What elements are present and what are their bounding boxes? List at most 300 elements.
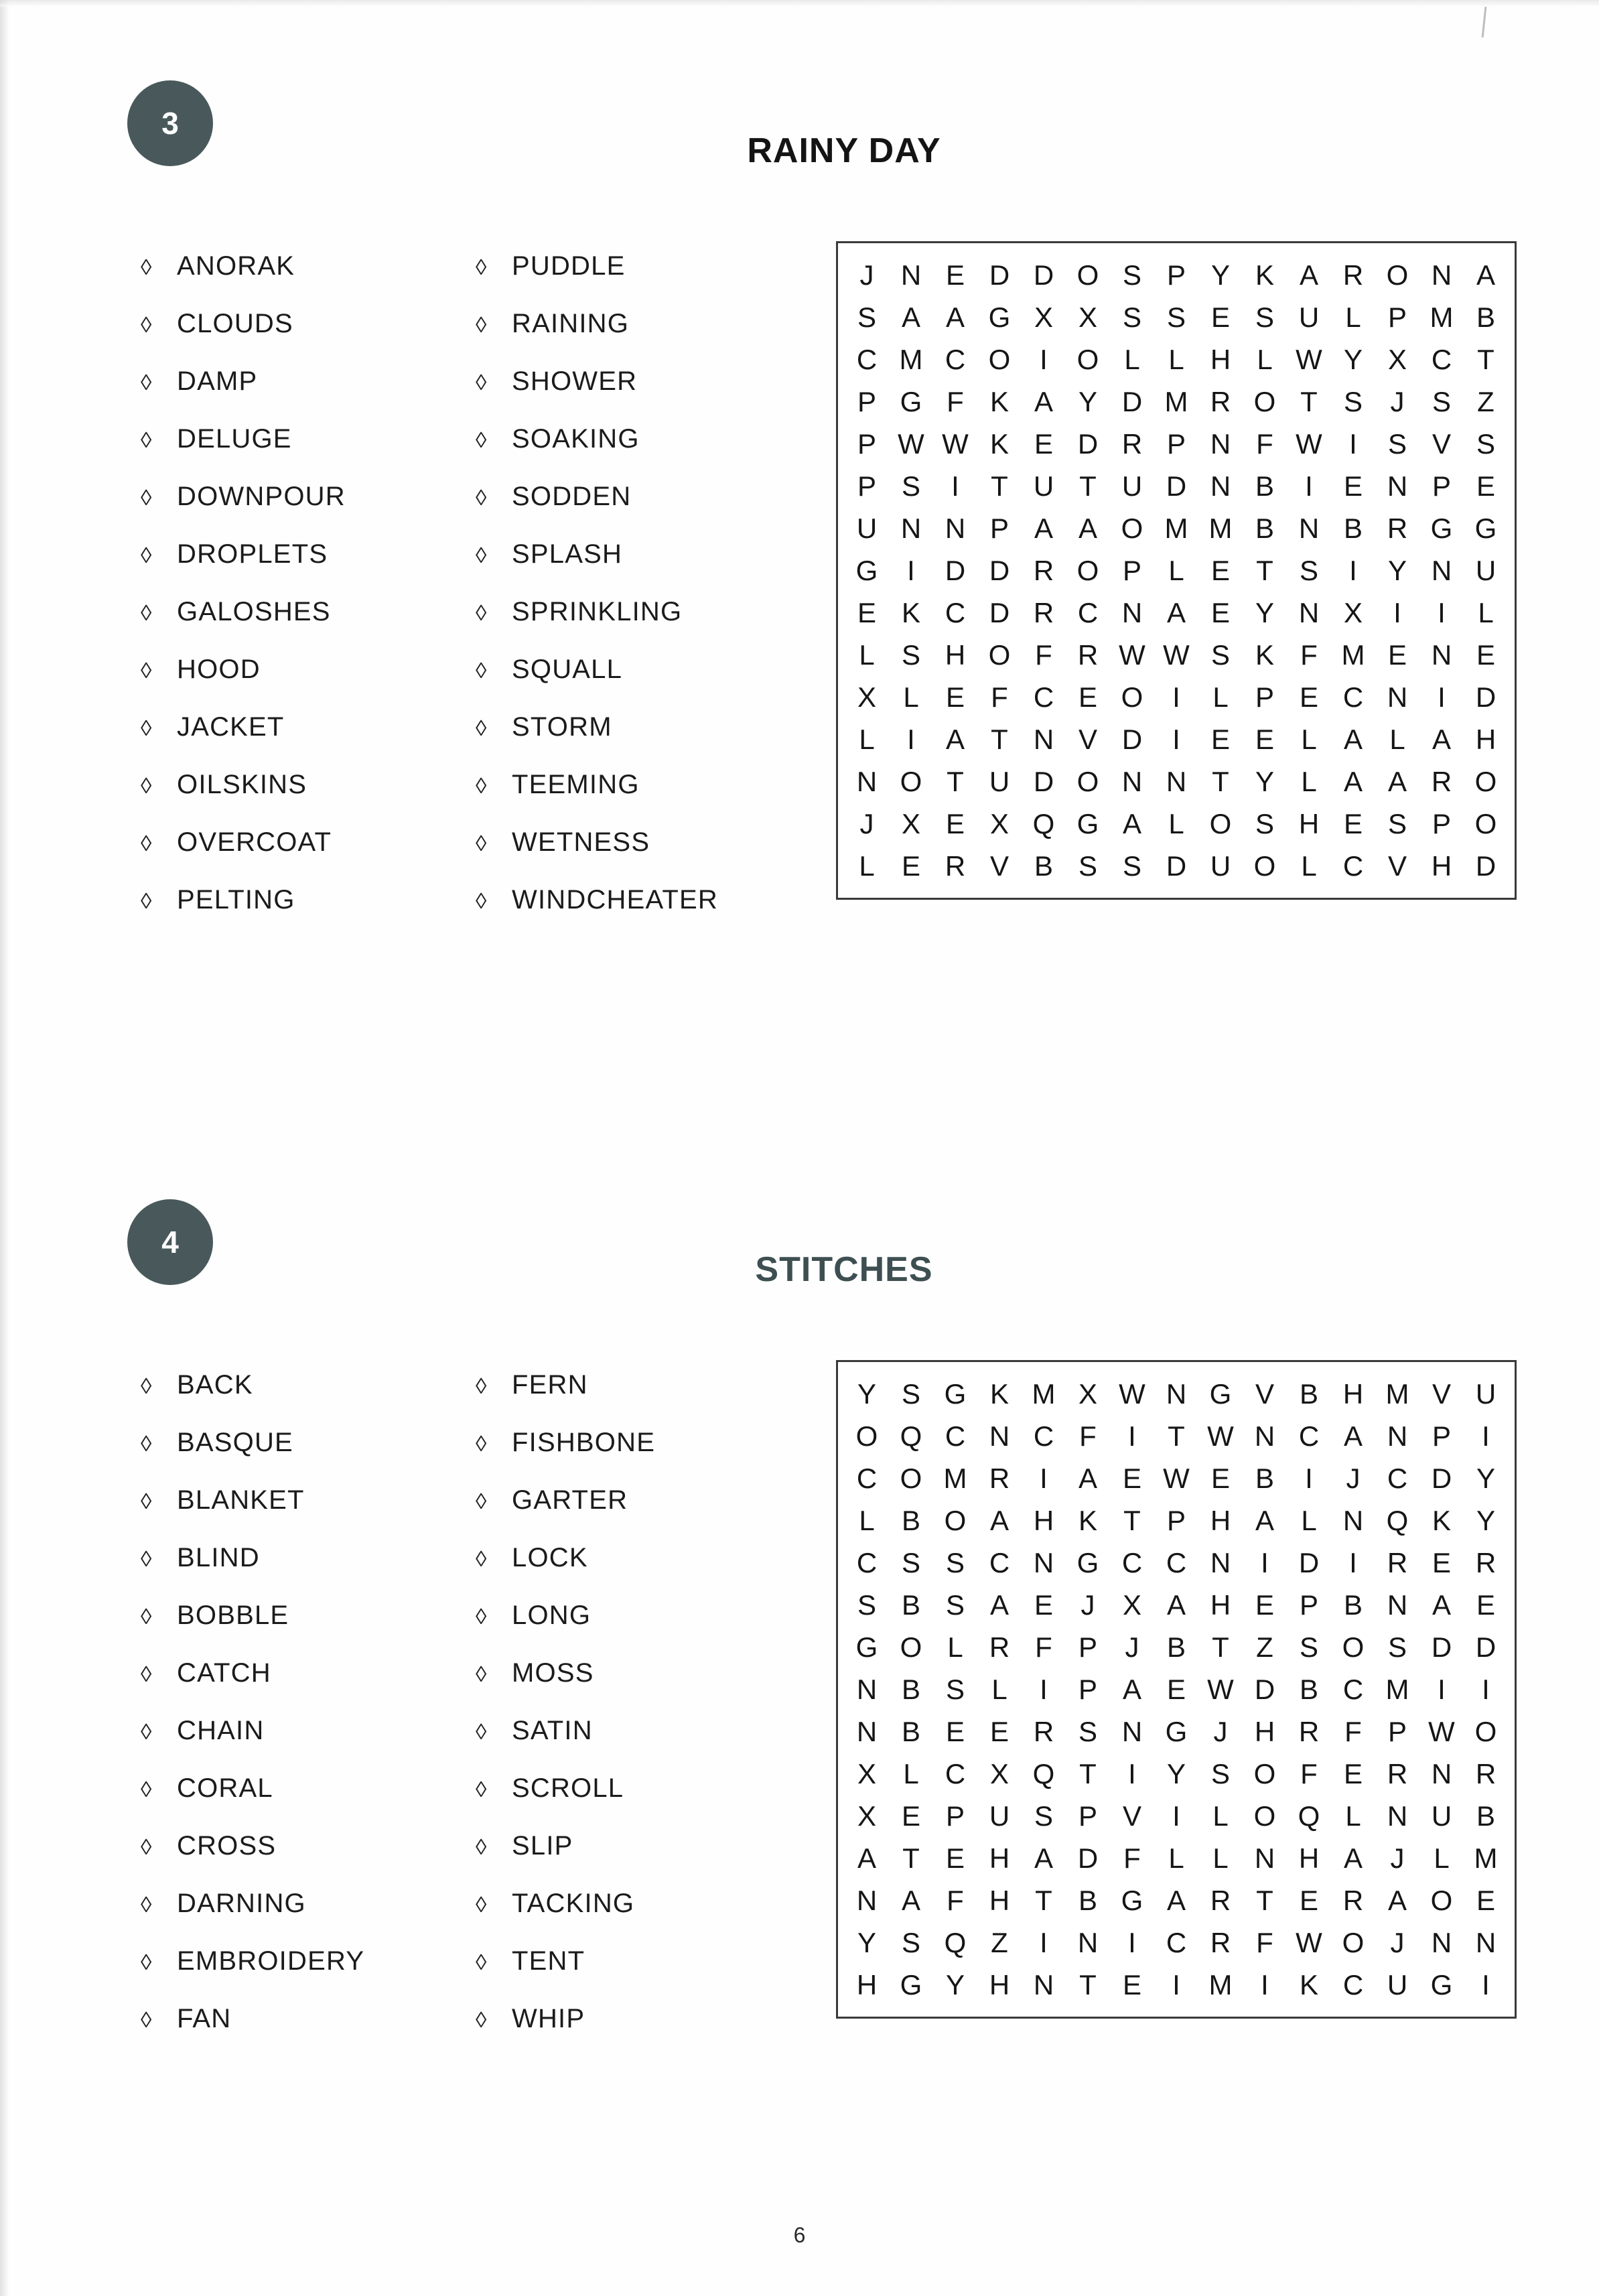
diamond-bullet-icon: ◊ [141, 1373, 153, 1398]
grid-cell: S [1343, 385, 1363, 417]
grid-cell: E [1034, 427, 1053, 460]
diamond-bullet-icon: ◊ [141, 2007, 153, 2032]
grid-cell: N [1387, 681, 1408, 713]
grid-cell: G [1474, 512, 1497, 544]
grid-cell: N [1298, 512, 1320, 544]
word-label: PUDDLE [512, 251, 626, 281]
grid-cell: B [1343, 512, 1363, 544]
grid-cell: O [1474, 765, 1497, 797]
puzzle-number-4: 4 [161, 1225, 179, 1260]
word-list-item [141, 1946, 476, 2004]
puzzle-number-3: 3 [161, 106, 179, 141]
grid-cell: R [1431, 765, 1452, 797]
grid-cell: R [1298, 1715, 1320, 1747]
grid-cell: B [1299, 1673, 1318, 1705]
grid-cell: X [1078, 301, 1097, 333]
diamond-bullet-icon: ◊ [141, 600, 153, 625]
word-label: OILSKINS [177, 770, 307, 799]
grid-cell: J [1390, 385, 1405, 417]
grid-cell: C [1121, 1546, 1143, 1578]
grid-cell: H [1210, 1504, 1231, 1536]
page-number: 6 [793, 2223, 806, 2247]
grid-cell: E [945, 681, 965, 713]
grid-cell: I [1040, 1673, 1048, 1705]
grid-cell: A [1432, 1589, 1451, 1621]
grid-cell: E [901, 850, 920, 882]
grid-cell: J [1390, 1926, 1405, 1958]
word-list-item [141, 712, 476, 770]
grid-cell: N [1387, 1589, 1408, 1621]
grid-cell: H [1342, 1377, 1364, 1410]
word-list-item [141, 1601, 476, 1658]
grid-cell: X [1343, 596, 1363, 628]
grid-cell: N [945, 512, 966, 544]
diamond-bullet-icon: ◊ [141, 888, 153, 913]
letter-grid-box-4 [836, 1360, 1517, 2019]
grid-cell: W [1119, 1377, 1145, 1410]
grid-cell: I [1261, 1968, 1269, 2001]
grid-cell: X [901, 807, 920, 839]
grid-cell: O [1253, 1757, 1276, 1789]
grid-cell: A [1034, 385, 1053, 417]
diamond-bullet-icon: ◊ [476, 1662, 488, 1686]
grid-cell: C [989, 1546, 1010, 1578]
grid-cell: Q [944, 1926, 967, 1958]
word-list-item [141, 366, 476, 424]
grid-cell: R [1033, 1715, 1054, 1747]
grid-cell: H [856, 1968, 878, 2001]
grid-cell: P [1432, 1420, 1451, 1452]
diamond-bullet-icon: ◊ [476, 600, 488, 625]
word-list-column-1 [141, 1370, 476, 2062]
grid-cell: L [1434, 1842, 1450, 1874]
grid-cell: I [1305, 1462, 1313, 1494]
grid-cell: F [1344, 1715, 1362, 1747]
grid-cell: O [1253, 385, 1276, 417]
grid-cell: E [1343, 807, 1363, 839]
grid-cell: D [1033, 765, 1054, 797]
grid-cell: C [1342, 1673, 1364, 1705]
grid-cell: L [1168, 554, 1184, 586]
grid-cell: I [1349, 554, 1357, 586]
grid-cell: C [1431, 343, 1452, 375]
grid-cell: B [901, 1504, 920, 1536]
grid-cell: W [1296, 1926, 1322, 1958]
grid-cell: V [989, 850, 1009, 882]
word-list-item [476, 1428, 811, 1485]
grid-cell: B [901, 1673, 920, 1705]
grid-cell: I [1040, 1926, 1048, 1958]
word-list-item [476, 424, 811, 482]
diamond-bullet-icon: ◊ [476, 1892, 488, 1917]
grid-cell: E [945, 259, 965, 291]
grid-cell: N [1431, 1757, 1452, 1789]
diamond-bullet-icon: ◊ [141, 1950, 153, 1974]
grid-cell: I [1482, 1673, 1490, 1705]
grid-cell: Y [1343, 343, 1363, 375]
grid-cell: V [1432, 1377, 1451, 1410]
diamond-bullet-icon: ◊ [141, 1777, 153, 1802]
grid-cell: S [901, 1926, 920, 1958]
word-list-item [476, 712, 811, 770]
letter-grid-3 [845, 254, 1508, 887]
grid-cell: A [1387, 765, 1407, 797]
grid-cell: L [1212, 1800, 1229, 1832]
grid-cell: E [1476, 1884, 1495, 1916]
grid-cell: S [901, 470, 920, 502]
diamond-bullet-icon: ◊ [141, 427, 153, 452]
grid-cell: O [1474, 1715, 1497, 1747]
grid-cell: N [1121, 596, 1143, 628]
grid-cell: U [1033, 470, 1054, 502]
grid-cell: J [1346, 1462, 1361, 1494]
grid-cell: T [902, 1842, 920, 1874]
word-list-item [141, 424, 476, 482]
grid-cell: D [989, 596, 1010, 628]
grid-cell: U [989, 765, 1010, 797]
grid-cell: M [1208, 1968, 1233, 2001]
word-list-item [141, 827, 476, 885]
grid-cell: P [1166, 259, 1186, 291]
grid-cell: O [1253, 850, 1276, 882]
grid-cell: O [1253, 1800, 1276, 1832]
grid-cell: V [1432, 427, 1451, 460]
grid-cell: L [1301, 723, 1317, 755]
grid-cell: S [1210, 638, 1230, 671]
grid-cell: D [1475, 681, 1497, 713]
diamond-bullet-icon: ◊ [141, 1431, 153, 1456]
word-label: BASQUE [177, 1428, 293, 1457]
grid-cell: E [1122, 1968, 1141, 2001]
grid-cell: I [1438, 1673, 1446, 1705]
grid-cell: O [1121, 681, 1143, 713]
grid-cell: Y [1387, 554, 1407, 586]
grid-cell: M [1032, 1377, 1056, 1410]
grid-cell: U [1210, 850, 1231, 882]
grid-cell: P [1166, 427, 1186, 460]
grid-cell: C [1166, 1926, 1187, 1958]
grid-cell: E [1122, 1462, 1141, 1494]
grid-cell: A [1166, 1884, 1186, 1916]
word-label: SPRINKLING [512, 597, 683, 626]
grid-cell: L [859, 1504, 875, 1536]
grid-cell: Y [945, 1968, 965, 2001]
word-label: MOSS [512, 1658, 594, 1688]
grid-cell: W [1163, 1462, 1190, 1494]
word-list-item [476, 1946, 811, 2004]
grid-cell: P [1432, 807, 1451, 839]
grid-cell: C [856, 1546, 878, 1578]
grid-cell: L [1212, 681, 1229, 713]
grid-cell: I [1128, 1420, 1136, 1452]
grid-cell: O [855, 1420, 878, 1452]
word-list-item [141, 770, 476, 827]
word-list-4 [141, 1370, 811, 2062]
grid-cell: D [1121, 385, 1143, 417]
grid-cell: G [944, 1377, 967, 1410]
grid-cell: F [1123, 1842, 1141, 1874]
diamond-bullet-icon: ◊ [141, 543, 153, 567]
grid-cell: K [989, 427, 1009, 460]
grid-cell: C [1298, 1420, 1320, 1452]
grid-cell: R [1210, 1926, 1231, 1958]
word-label: DARNING [177, 1889, 306, 1918]
grid-cell: B [1255, 1462, 1274, 1494]
grid-cell: D [1254, 1673, 1275, 1705]
grid-cell: B [901, 1589, 920, 1621]
grid-cell: X [989, 807, 1009, 839]
grid-cell: M [899, 343, 923, 375]
grid-cell: U [1475, 554, 1497, 586]
diamond-bullet-icon: ◊ [476, 2007, 488, 2032]
diamond-bullet-icon: ◊ [476, 1373, 488, 1398]
grid-cell: M [1208, 512, 1233, 544]
grid-cell: I [907, 554, 915, 586]
grid-cell: Z [1477, 385, 1494, 417]
grid-cell: E [1210, 554, 1230, 586]
letter-grid-box-3 [836, 241, 1517, 900]
word-label: SHOWER [512, 366, 638, 396]
grid-cell: N [1431, 638, 1452, 671]
grid-cell: D [1475, 1631, 1497, 1663]
word-label: SODDEN [512, 482, 632, 511]
grid-cell: S [1432, 385, 1451, 417]
grid-cell: X [1034, 301, 1053, 333]
grid-cell: E [945, 1715, 965, 1747]
diamond-bullet-icon: ◊ [476, 312, 488, 337]
grid-cell: S [901, 638, 920, 671]
grid-cell: X [1387, 343, 1407, 375]
word-list-item [476, 1601, 811, 1658]
grid-cell: B [1078, 1884, 1097, 1916]
grid-cell: E [989, 1715, 1009, 1747]
word-label: SPLASH [512, 539, 623, 569]
grid-cell: Q [1032, 807, 1055, 839]
grid-cell: I [1172, 1968, 1180, 2001]
grid-cell: A [1476, 259, 1495, 291]
grid-cell: D [1077, 427, 1099, 460]
grid-cell: D [945, 554, 966, 586]
word-label: LONG [512, 1601, 592, 1630]
grid-cell: X [989, 1757, 1009, 1789]
grid-cell: S [1387, 807, 1407, 839]
word-list-item [476, 2004, 811, 2062]
grid-cell: A [1078, 512, 1097, 544]
grid-cell: U [1431, 1800, 1452, 1832]
word-label: WINDCHEATER [512, 885, 719, 915]
diamond-bullet-icon: ◊ [476, 773, 488, 798]
word-list-item [141, 1773, 476, 1831]
grid-cell: E [1299, 1884, 1318, 1916]
grid-cell: S [1078, 850, 1097, 882]
grid-cell: U [989, 1800, 1010, 1832]
grid-cell: Y [1078, 385, 1097, 417]
grid-cell: L [859, 638, 875, 671]
grid-cell: K [1432, 1504, 1451, 1536]
grid-cell: X [857, 681, 876, 713]
puzzle-number-badge-4 [127, 1199, 213, 1285]
diamond-bullet-icon: ◊ [141, 716, 153, 740]
grid-cell: J [1125, 1631, 1139, 1663]
diamond-bullet-icon: ◊ [476, 1489, 488, 1513]
word-label: CORAL [177, 1773, 273, 1803]
word-list-item [476, 1773, 811, 1831]
grid-cell: F [1300, 638, 1318, 671]
grid-cell: O [1076, 765, 1099, 797]
grid-cell: Q [900, 1420, 922, 1452]
grid-cell: N [1210, 427, 1231, 460]
word-list-3 [141, 251, 811, 943]
word-label: FAN [177, 2004, 232, 2033]
grid-cell: I [1261, 1546, 1269, 1578]
word-list-item [141, 482, 476, 539]
grid-cell: U [1298, 301, 1320, 333]
grid-cell: S [1476, 427, 1495, 460]
word-label: OVERCOAT [177, 827, 332, 857]
grid-cell: G [1121, 1884, 1143, 1916]
word-label: TEEMING [512, 770, 640, 799]
grid-cell: X [1122, 1589, 1141, 1621]
grid-cell: G [855, 1631, 878, 1663]
grid-cell: Q [1298, 1800, 1320, 1832]
grid-cell: H [1210, 1589, 1231, 1621]
grid-cell: P [1166, 1504, 1186, 1536]
grid-cell: T [1212, 765, 1229, 797]
grid-cell: S [1255, 301, 1274, 333]
word-list-item [476, 655, 811, 712]
word-list-item [141, 885, 476, 943]
grid-cell: C [856, 1462, 878, 1494]
grid-cell: A [1078, 1462, 1097, 1494]
word-list-item [141, 2004, 476, 2062]
diamond-bullet-icon: ◊ [476, 370, 488, 395]
word-list-item [141, 251, 476, 309]
grid-cell: L [1301, 765, 1317, 797]
grid-cell: E [857, 596, 876, 628]
grid-cell: T [991, 470, 1008, 502]
word-label: DAMP [177, 366, 258, 396]
word-list-item [476, 309, 811, 366]
word-label: DROPLETS [177, 539, 328, 569]
grid-cell: S [1122, 301, 1141, 333]
word-list-item [141, 1428, 476, 1485]
grid-cell: K [989, 1377, 1009, 1410]
grid-cell: E [901, 1800, 920, 1832]
grid-cell: S [1387, 427, 1407, 460]
grid-cell: O [1430, 1884, 1453, 1916]
grid-cell: R [945, 850, 966, 882]
grid-cell: W [1207, 1673, 1234, 1705]
grid-cell: F [947, 385, 964, 417]
grid-cell: L [1257, 343, 1273, 375]
diamond-bullet-icon: ◊ [141, 312, 153, 337]
grid-cell: I [1172, 1800, 1180, 1832]
grid-cell: M [1474, 1842, 1498, 1874]
grid-cell: L [903, 1757, 919, 1789]
grid-cell: A [1166, 1589, 1186, 1621]
grid-cell: L [1345, 1800, 1361, 1832]
grid-cell: A [1166, 596, 1186, 628]
grid-cell: C [945, 1757, 966, 1789]
grid-cell: R [1475, 1757, 1497, 1789]
grid-cell: M [1164, 512, 1188, 544]
grid-cell: P [857, 470, 876, 502]
grid-cell: H [989, 1842, 1010, 1874]
grid-cell: E [1476, 638, 1495, 671]
grid-cell: K [1255, 638, 1274, 671]
grid-cell: R [1210, 385, 1231, 417]
word-list-item [476, 1485, 811, 1543]
grid-cell: W [1207, 1420, 1234, 1452]
grid-cell: E [1210, 1462, 1230, 1494]
grid-cell: O [900, 765, 922, 797]
grid-cell: V [1078, 723, 1097, 755]
grid-cell: I [907, 723, 915, 755]
grid-cell: S [1299, 1631, 1318, 1663]
grid-cell: L [1168, 343, 1184, 375]
grid-cell: P [857, 385, 876, 417]
grid-cell: S [1255, 807, 1274, 839]
grid-cell: T [1079, 1968, 1097, 2001]
diamond-bullet-icon: ◊ [141, 658, 153, 683]
grid-cell: P [1299, 1589, 1318, 1621]
grid-cell: C [1033, 681, 1054, 713]
grid-cell: N [1431, 554, 1452, 586]
grid-cell: I [1349, 1546, 1357, 1578]
grid-cell: K [1299, 1968, 1318, 2001]
word-label: BACK [177, 1370, 253, 1400]
word-list-item [476, 827, 811, 885]
word-list-item [141, 1543, 476, 1601]
grid-cell: I [1128, 1757, 1136, 1789]
grid-cell: O [1342, 1926, 1365, 1958]
grid-cell: S [1122, 259, 1141, 291]
word-list-item [476, 539, 811, 597]
grid-cell: L [859, 723, 875, 755]
grid-cell: Q [1386, 1504, 1409, 1536]
grid-cell: A [1122, 1673, 1141, 1705]
word-label: FERN [512, 1370, 588, 1400]
grid-cell: J [1081, 1589, 1095, 1621]
grid-cell: C [856, 343, 878, 375]
grid-cell: W [942, 427, 969, 460]
grid-cell: D [1475, 850, 1497, 882]
diamond-bullet-icon: ◊ [476, 1604, 488, 1629]
word-list-column-2 [476, 1370, 811, 2062]
grid-cell: F [1035, 1631, 1052, 1663]
grid-cell: L [991, 1673, 1007, 1705]
grid-cell: F [1256, 427, 1273, 460]
grid-cell: E [1078, 681, 1097, 713]
grid-cell: B [1034, 850, 1053, 882]
word-list-item [141, 1716, 476, 1773]
grid-cell: W [1296, 343, 1322, 375]
scan-edge-left [0, 0, 9, 2296]
grid-cell: N [1121, 1715, 1143, 1747]
word-list-column-1 [141, 251, 476, 943]
word-list-item [476, 366, 811, 424]
grid-cell: J [1390, 1842, 1405, 1874]
word-label: LOCK [512, 1543, 588, 1572]
grid-cell: L [903, 681, 919, 713]
word-label: GALOSHES [177, 597, 331, 626]
grid-cell: E [1299, 681, 1318, 713]
grid-cell: T [947, 765, 964, 797]
word-label: EMBROIDERY [177, 1946, 365, 1976]
grid-cell: R [1210, 1884, 1231, 1916]
grid-cell: T [1256, 554, 1273, 586]
word-label: CLOUDS [177, 309, 293, 338]
